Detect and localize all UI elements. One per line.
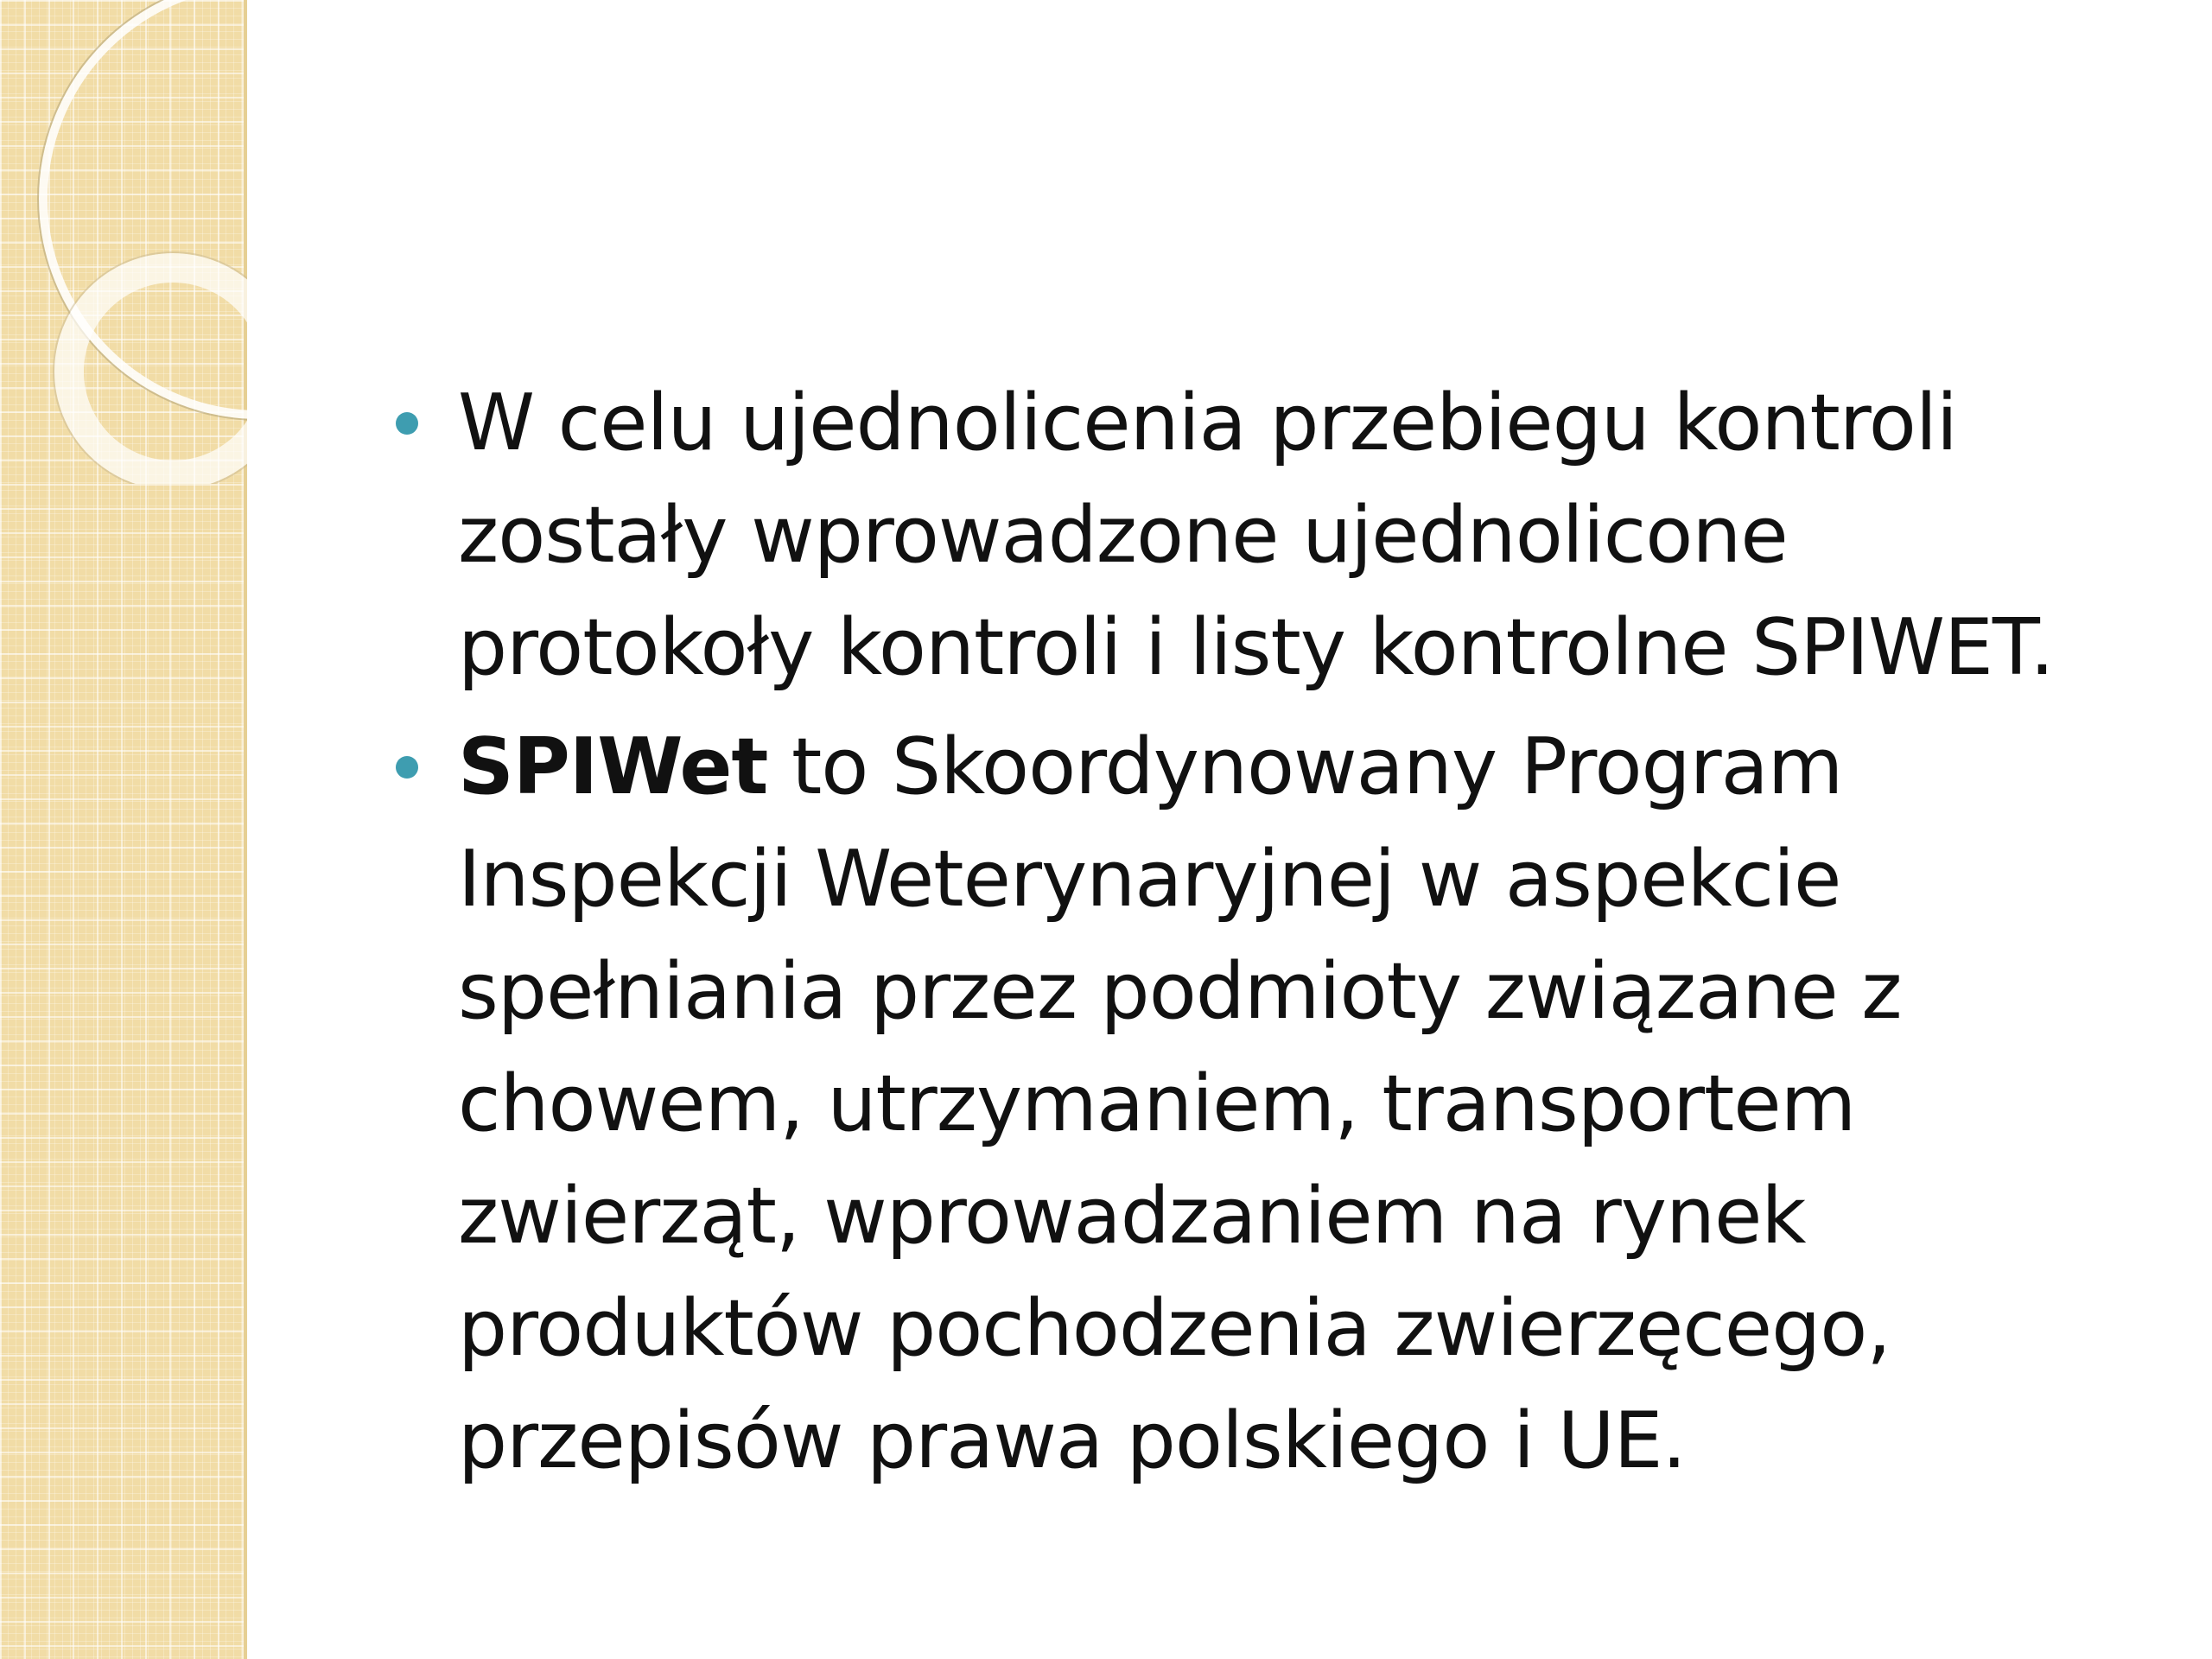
bullet-1-line-1: W celu ujednolicenia przebiegu kontroli — [458, 378, 1957, 468]
bullet-2-line-6: produktów pochodzenia zwierzęcego, — [458, 1283, 1891, 1374]
bullet-2-line-1 — [458, 711, 2152, 823]
bullet-2-line-4: chowem, utrzymaniem, transportem — [458, 1058, 1856, 1149]
bold-term-spiwet: SPIWet — [458, 721, 768, 812]
bullet-dot-icon — [396, 756, 418, 779]
bullet-1-line-2: zostały wprowadzone ujednolicone — [458, 490, 1788, 581]
decorative-rings — [0, 0, 247, 484]
bullet-dot-icon — [396, 412, 418, 435]
bullet-1-line-3: protokoły kontroli i listy kontrolne SPIWET. — [458, 602, 2054, 693]
bullet-2-line-1-rest: to Skoordynowany Program — [767, 721, 1843, 812]
small-ring — [69, 268, 247, 475]
bullet-list — [380, 367, 2152, 1497]
bullet-2-line-3: spełniania przez podmioty związane z — [458, 946, 1902, 1037]
bullet-item-2 — [380, 711, 2152, 1497]
bullet-2-line-5: zwierząt, wprowadzaniem na rynek — [458, 1171, 1806, 1262]
bullet-2-line-2: Inspekcji Weterynaryjnej w aspekcie — [458, 834, 1841, 925]
slide-content — [380, 367, 2152, 1504]
bullet-2-line-7: przepisów prawa polskiego i UE. — [458, 1395, 1687, 1486]
bullet-item-1 — [380, 367, 2152, 704]
